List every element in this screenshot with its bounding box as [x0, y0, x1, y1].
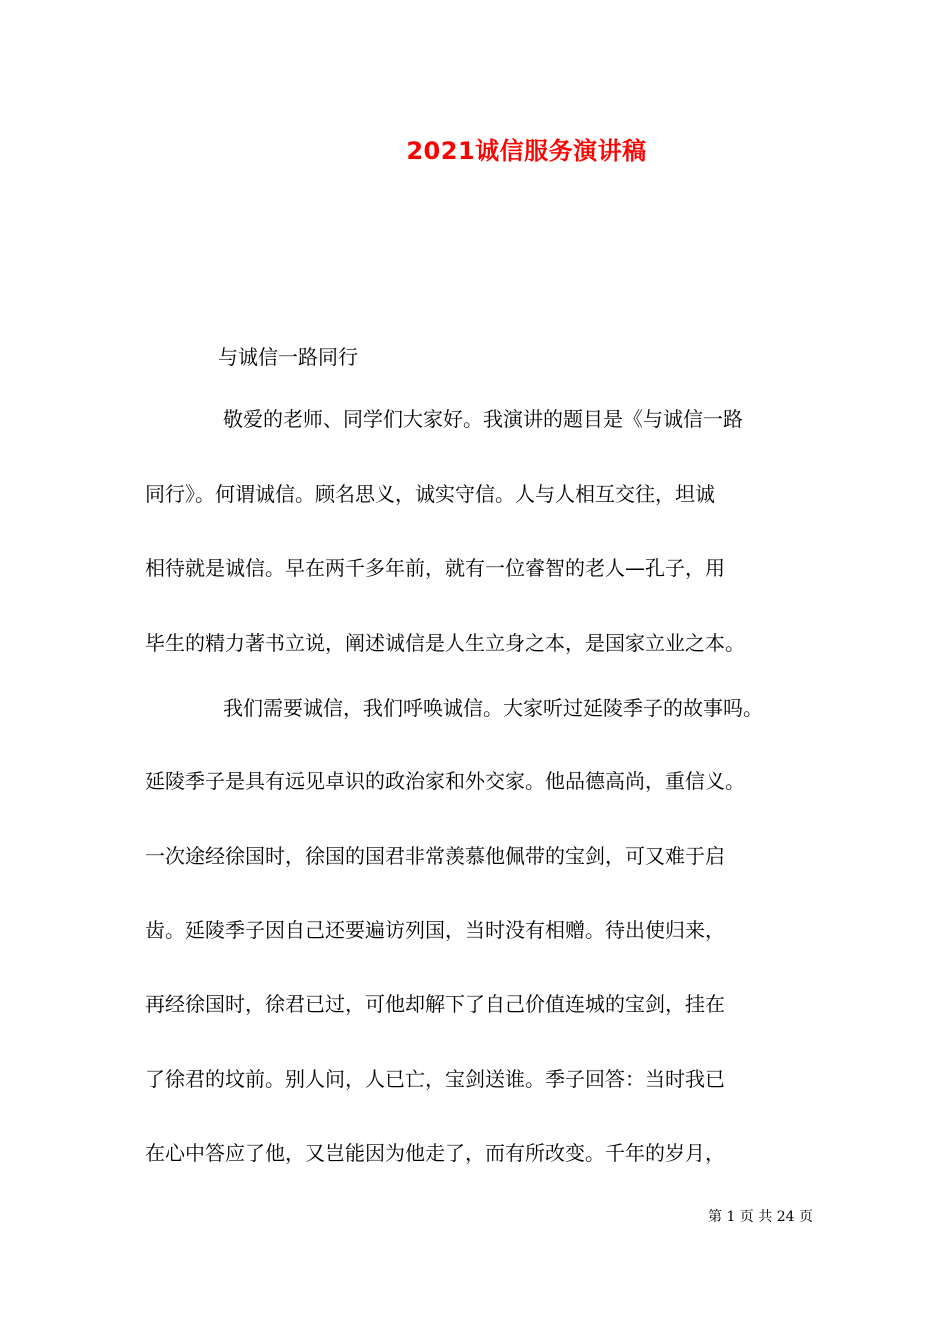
paragraph-line: 了徐君的坟前。别人问，人已亡，宝剑送谁。季子回答：当时我已	[145, 1067, 725, 1091]
paragraph-line: 同行》。何谓诚信。顾名思义，诚实守信。人与人相互交往，坦诚	[145, 482, 715, 506]
paragraph-line: 毕生的精力著书立说，阐述诚信是人生立身之本，是国家立业之本。	[145, 631, 745, 655]
paragraph-line: 敬爱的老师、同学们大家好。我演讲的题目是《与诚信一路	[223, 407, 743, 431]
paragraph-line: 相待就是诚信。早在两千多年前，就有一位睿智的老人—孔子，用	[145, 556, 725, 580]
page-number-footer: 第 1 页 共 24 页	[708, 1209, 813, 1225]
paragraph-line: 一次途经徐国时，徐国的国君非常羡慕他佩带的宝剑，可又难于启	[145, 844, 725, 868]
paragraph-line: 在心中答应了他，又岂能因为他走了，而有所改变。千年的岁月，	[145, 1141, 725, 1165]
paragraph-line: 齿。延陵季子因自己还要遍访列国，当时没有相赠。待出使归来，	[145, 918, 725, 942]
paragraph-line: 再经徐国时，徐君已过，可他却解下了自己价值连城的宝剑，挂在	[145, 992, 725, 1016]
speech-subtitle: 与诚信一路同行	[218, 345, 358, 369]
paragraph-line: 延陵季子是具有远见卓识的政治家和外交家。他品德高尚，重信义。	[145, 769, 745, 793]
paragraph-line: 我们需要诚信，我们呼唤诚信。大家听过延陵季子的故事吗。	[223, 696, 763, 720]
document-title: 2021诚信服务演讲稿	[406, 137, 647, 165]
